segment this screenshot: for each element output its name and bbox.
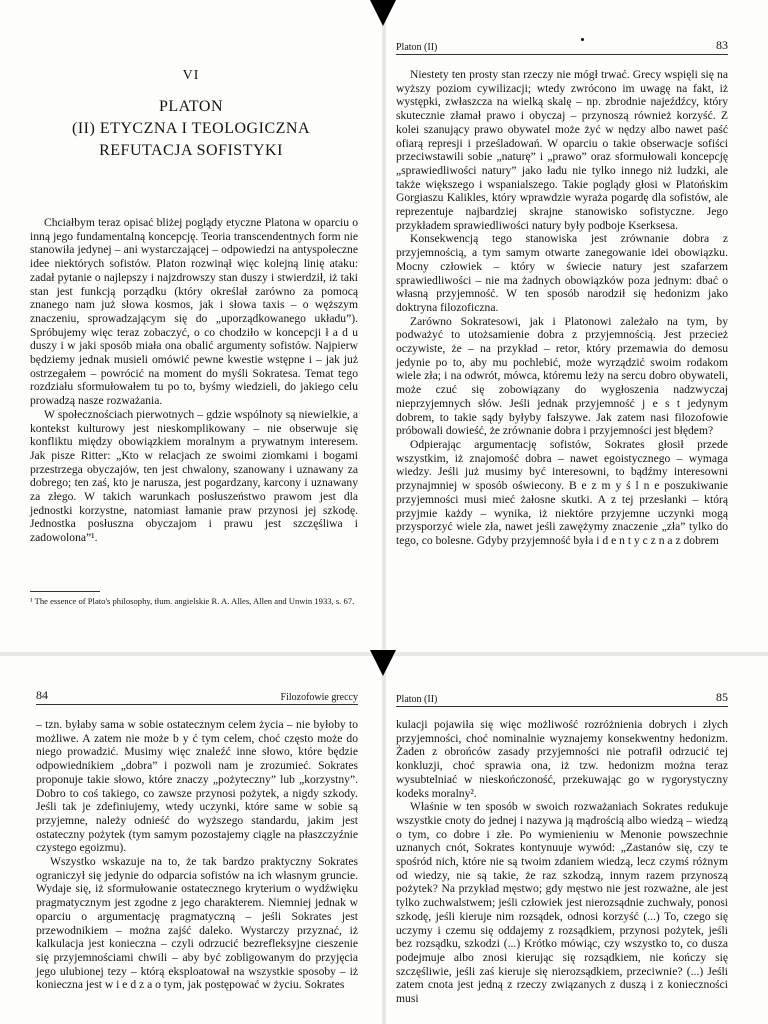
- chapter-number: VI: [182, 68, 200, 83]
- chapter-heading: [30, 68, 352, 162]
- paragraph: Właśnie w ten sposób w swoich rozważaniach Sokrates redukuje wszystkie cnoty do jednej i nazywa ją mądrością albo wiedzą – wiedzą o tym, co dobre i złe. Po wymienieniu w Menonie powszechnie uznanych cnót, Sokrates kontynuuje wywód: „Zastanów się, czy te spośród nich, które nie są twoim zdaniem wiedzą, lecz czymś różnym od wiedzy, nie są takie, że raz szkodzą, innym razem przynoszą pożytek? Na przykład męstwo; gdy męstwo nie jest rozważne, ale jest tylko zuchwalstwem; jeśli człowiek jest nierozsądnie zuchwały, ponosi szkodę, jeśli kieruje nim rozsądek, odnosi korzyść (...) To, czego się uczymy i czemu się oddajemy z rozsądkiem, przynosi pożytek, jeśli bez rozsądku, szkodzi (...) Krótko mówiąc, czy wszystko to, co dusza podejmuje albo znosi kierując się rozsądkiem, nie kończy się szczęśliwie, jeśli zaś kieruje się nierozsądkiem, przeciwnie? (...) Jeśli zatem cnota jest jedną z rzeczy związanych z duszą i z konieczności musi: [396, 800, 728, 1006]
- running-header: [36, 688, 358, 705]
- paragraph: Chciałbym teraz opisać bliżej poglądy etyczne Platona w oparciu o inną jego fundamentalną koncepcję. Teoria transcendentnych form nie stanowiła jedynej – ani wystarczającej – odpowiedzi na antyspołeczne idee niektórych sofistów. Platon rozwinął więc kolejną linię ataku: zadał pytanie o najlepszy i najzdrowszy stan duszy i stwierdził, iż taki stan jest funkcją porządku (który określał zarówno za pomocą znanego nam już słowa kosmos, jak i słowa taxis – o węższym znaczeniu, sprowadzającym się do „uporządkowanego układu”). Spróbujemy więc teraz zobaczyć, o co chodziło w koncepcji ł a d u duszy i w jaki sposób miała ona obalić argumenty sofistów. Najpierw będziemy jednak musieli omówić pewne kwestie wstępne i – jak już ostrzegałem – powrócić na moment do myśli Sokratesa. Temat tego rozdziału sformułowałem tu po to, byśmy wiedzieli, do jakiego celu prowadzą nasze rozważania.: [30, 216, 358, 408]
- binding-marker-middle: [370, 650, 396, 676]
- chapter-title-line-3: REFUTACJA SOFISTYKI: [99, 142, 283, 159]
- binding-marker-top: [370, 0, 396, 26]
- paragraph: Wszystko wskazuje na to, że tak bardzo praktyczny Sokrates ograniczył się jedynie do odparcia sofistów na ich własnym gruncie. Wydaje się, iż sformułowanie ostatecznego kryterium o wydźwięku pragmatycznym jest zgodne z jego charakterem. Niemniej jednak w oparciu o argumentację pragmatyczną – jeśli Sokrates jest przewodnikiem – można zajść daleko. Wystarczy przyznać, iż kalkulacja jest konieczna – czyli odrzucić bezrefleksyjne cieszenie się przyjemnościami chwili – aby być zobligowanym do przyjęcia jego ulubionej tezy – którą eksploatował na wszystkie sposoby – iż konieczna jest w i e d z a o tym, jak postępować w życiu. Sokrates: [36, 855, 358, 992]
- paragraph: Odpierając argumentację sofistów, Sokrates głosił przede wszystkim, iż znajomość dobra – nawet egoistycznego – wymaga wiedzy. Jeśli już musimy być interesowni, to bądźmy interesowni przynajmniej w sposób oświecony. B e z m y ś l n e poszukiwanie przyjemności musi mieć żałosne skutki. A z tej przesłanki – którą przyjmie każdy – wynika, iż niektóre przyjemne uczynki mogą przysporzyć wiele zła, nawet jeśli zawężymy znaczenie „zła” tylko do tego, co bolesne. Gdyby przyjemność była i d e n t y c z n a z dobrem: [396, 437, 728, 547]
- page-82-body: [30, 216, 358, 545]
- running-head-title: Platon (II): [396, 42, 438, 53]
- page-number: 85: [716, 690, 728, 704]
- running-head-title: Filozofowie greccy: [280, 692, 358, 703]
- page-82: [0, 0, 382, 652]
- chapter-title-line-1: PLATON: [158, 98, 224, 115]
- paragraph: Niestety ten prosty stan rzeczy nie mógł trwać. Grecy wspięli się na wyższy poziom cywilizacji; wtedy zwrócono im uwagę na fakt, iż występki, zwłaszcza na wielką skalę – np. zbrodnie najeźdźcy, który skutecznie złamał prawo i obyczaj – przynoszą również korzyść. Z kolei szanujący prawo obywatel może żyć w nędzy albo nawet paść ofiarą represji i prześladowań. W oparciu o takie obserwacje sofiści przeciwstawili sobie „naturę” i „prawo” oraz sformułowali koncepcję „sprawiedliwości natury” jako ładu nie tylko innego niż ludzki, ale także większego i wspanialszego. Takie poglądy głosi w Platońskim Gorgiaszu Kalikles, który wprawdzie wyraża pogardę dla sofistów, ale reprezentuje najbardziej skrajne stanowisko sofistyczne. Jego przykładem sprawiedliwości natury były podboje Kserksesa.: [396, 68, 728, 232]
- chapter-title-line-2: (II) ETYCZNA I TEOLOGICZNA: [72, 120, 310, 137]
- scan-speck: [581, 38, 584, 41]
- page-83-body: [396, 68, 728, 548]
- page-number: 83: [716, 38, 728, 52]
- page-number: 84: [36, 688, 48, 702]
- paragraph: W społecznościach pierwotnych – gdzie wspólnoty są niewielkie, a kontekst kulturowy jest nieskomplikowany – nie obserwuje się konfliktu między obowiązkiem moralnym a prywatnym interesem. Jak pisze Ritter: „Kto w relacjach ze swoimi ziomkami i bogami przestrzega obyczajów, ten jest chwalony, szanowany i uznawany za dobrego; ten zaś, kto je narusza, jest pogardzany, karcony i uznawany za złego. W takich warunkach posłuszeństwo prawom jest dla jednostki korzystne, natomiast łamanie praw przynosi jej szkodę. Jednostka posłuszna obyczajom i prawu jest szczęśliwa i zadowolona”¹.: [30, 407, 358, 545]
- running-header: [396, 38, 728, 55]
- paragraph: kulacji pojawiła się więc możliwość rozróżnienia dobrych i złych przyjemności, choć nominalnie wyznajemy konsekwentny hedonizm. Żaden z obrońców zasady przyjemności nie potrafił odrzucić tej konkluzji, choć sprawia ona, iż tzw. hedonizm można teraz wysubtelniać w nieskończoność, przekuwając go w rygorystyczny kodeks moralny².: [396, 718, 728, 800]
- footnote-rule: [30, 591, 100, 592]
- page-83: [386, 0, 768, 652]
- page-84: [0, 656, 382, 1024]
- page-84-body: [36, 718, 358, 992]
- page-85: [386, 656, 768, 1024]
- paragraph: Zarówno Sokratesowi, jak i Platonowi zależało na tym, by podważyć to utożsamienie dobra z przyjemnością. Jest przecież oczywiste, że – na przykład – retor, który przemawia do demosu jedynie po to, aby mu pochlebić, może wyrządzić swoim rodakom wiele zła; i na odwrót, mówca, któremu leży na sercu dobro obywateli, może czuć się zobowiązany do wygłoszenia nadzwyczaj nieprzyjemnych słów. Jeśli jednak przyjemność j e s t jedynym dobrem, to takie sądy byłyby fałszywe. Jak zatem nasi filozofowie próbowali dowieść, że zrównanie dobra i przyjemności jest błędem?: [396, 314, 728, 438]
- paragraph: – tzn. byłaby sama w sobie ostatecznym celem życia – nie byłoby to możliwe. A zatem nie może b y ć tym celem, choć często może do niego prowadzić. Musimy więc znaleźć inne słowo, które będzie odpowiednikiem „dobra” i pozwoli nam je zrozumieć. Sokrates proponuje takie słowo, które znaczy „pożyteczny” lub „korzystny”. Dobro to coś takiego, co zawsze przynosi pożytek, a nigdy szkody. Jeśli tak je zdefiniujemy, wtedy uczynki, które same w sobie są przyjemne, należy odnieść do wyższego standardu, jakim jest ostateczny pożytek (tym samym pozostajemy ciągle na płaszczyźnie czystego egoizmu).: [36, 718, 358, 855]
- page-85-body: [396, 718, 728, 1006]
- running-header: [396, 690, 728, 707]
- running-head-title: Platon (II): [396, 694, 438, 705]
- footnote: ¹ The essence of Plato's philosophy, tłum. angielskie R. A. Alles, Allen and Unwin 1933, s. 67.: [30, 596, 355, 606]
- paragraph: Konsekwencją tego stanowiska jest zrównanie dobra z przyjemnością, a tym samym otwarte zanegowanie idei obowiązku. Mocny człowiek – który w świecie natury jest szafarzem sprawiedliwości – nie ma żadnych obowiązków poza jednym: dbać o własną przyjemność. W ten sposób narodził się hedonizm jako doktryna filozoficzna.: [396, 232, 728, 314]
